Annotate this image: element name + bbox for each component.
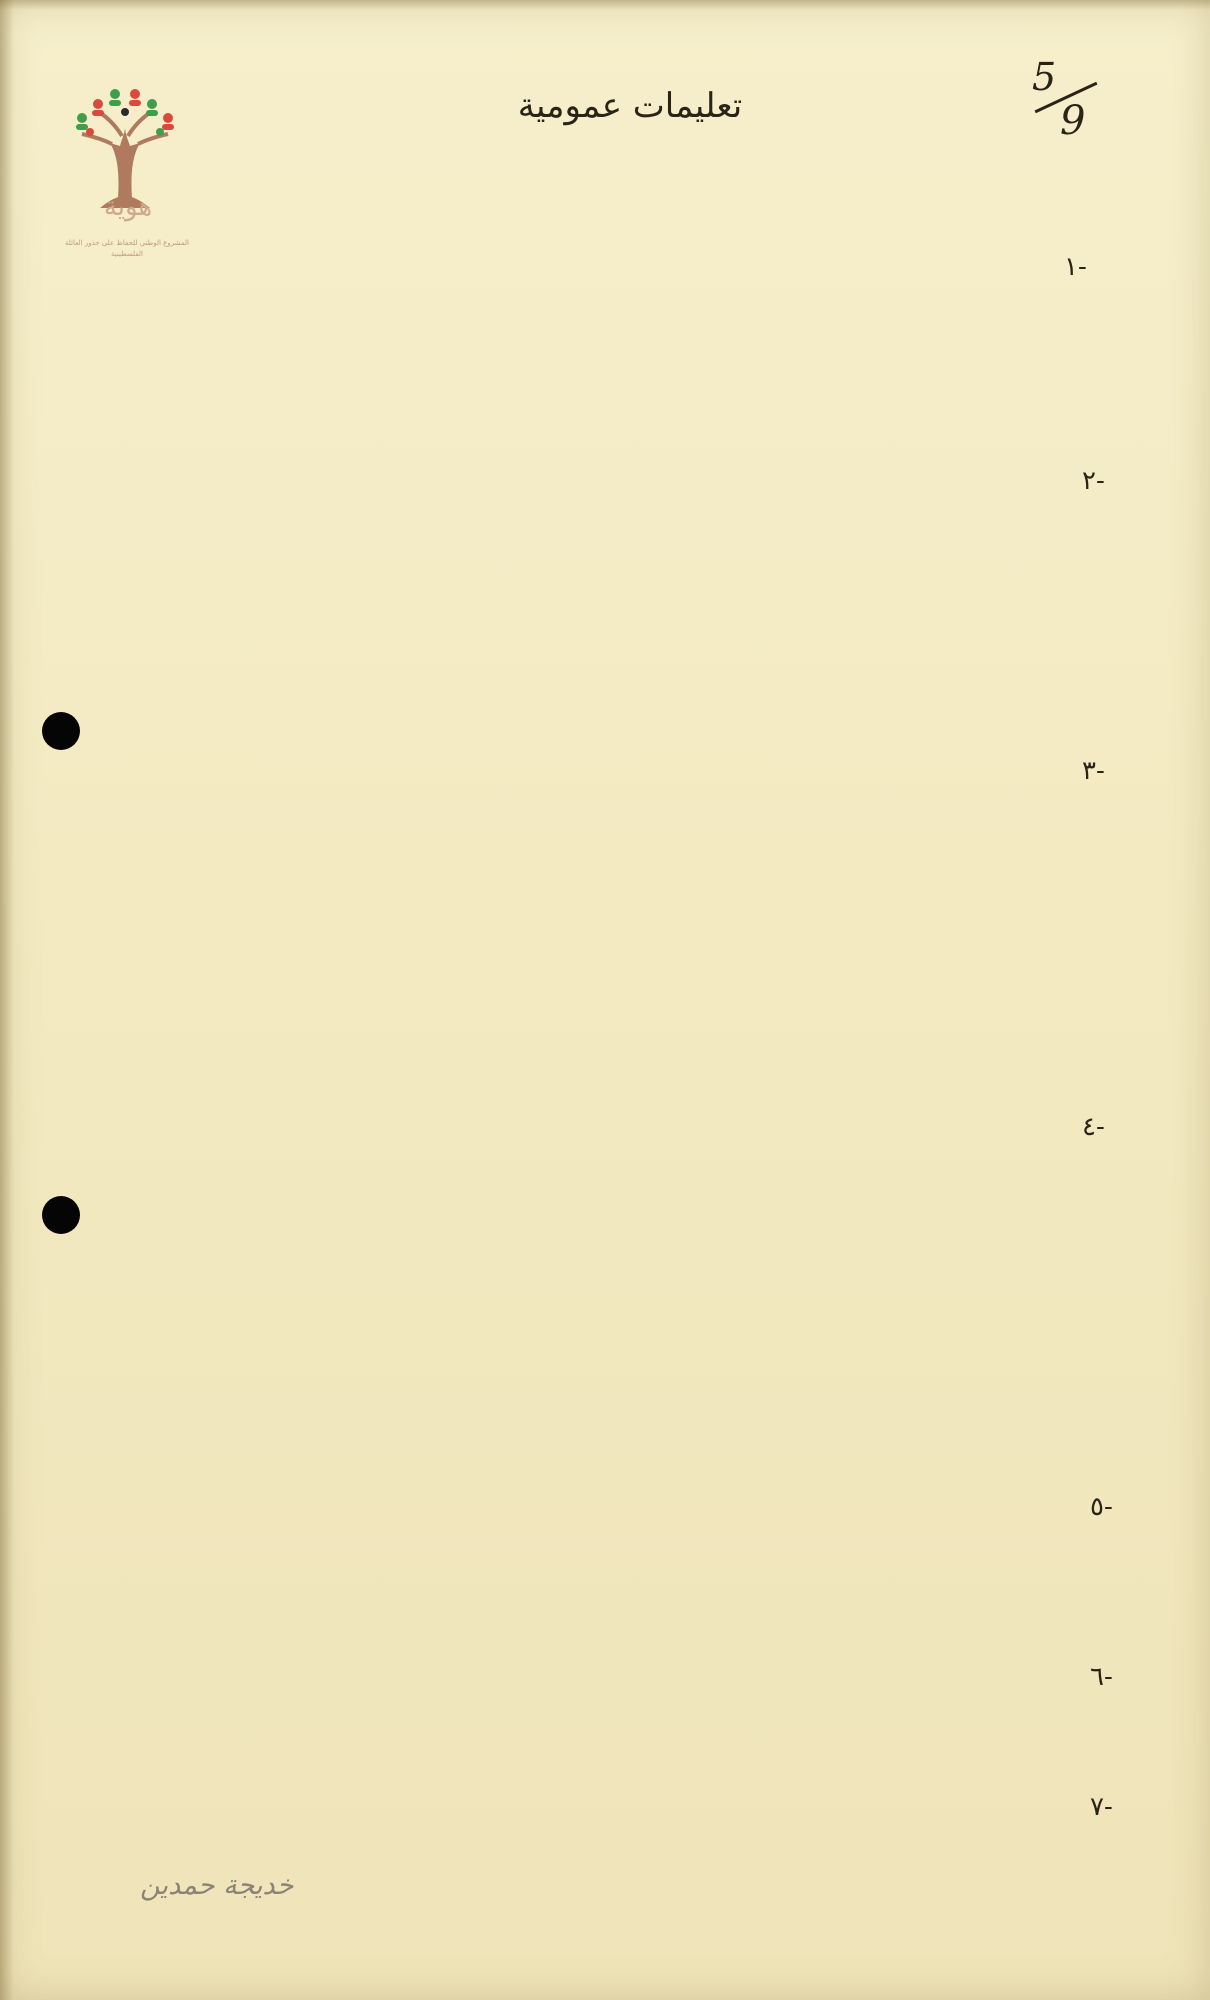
logo-name: هوية xyxy=(103,192,153,222)
punch-hole xyxy=(42,1196,80,1234)
paragraph-number: ٦- xyxy=(1090,1662,1113,1692)
page-number-bottom: 9 xyxy=(1060,98,1086,144)
page-number-top: 5 xyxy=(1032,55,1057,99)
paragraph-number: ٣- xyxy=(1082,756,1105,786)
paragraph-number: ٥- xyxy=(1090,1492,1113,1522)
paragraph-number: ٤- xyxy=(1082,1112,1105,1142)
hawiya-tree-logo xyxy=(60,48,190,258)
document-title: تعليمات عمومية xyxy=(517,86,743,126)
paragraph-number: ١- xyxy=(1064,252,1087,282)
page-edge-shadow xyxy=(0,0,14,2000)
punch-hole xyxy=(42,712,80,750)
logo-subtitle: المشروع الوطني للحفاظ على جذور العائلة الفلسطينية xyxy=(65,239,189,258)
paragraph-number: ٢- xyxy=(1082,466,1105,496)
handwritten-signature: خديجة حمدين xyxy=(140,1870,294,1901)
page-top-shadow xyxy=(0,0,1210,10)
paragraph-number: ٧- xyxy=(1090,1792,1113,1822)
